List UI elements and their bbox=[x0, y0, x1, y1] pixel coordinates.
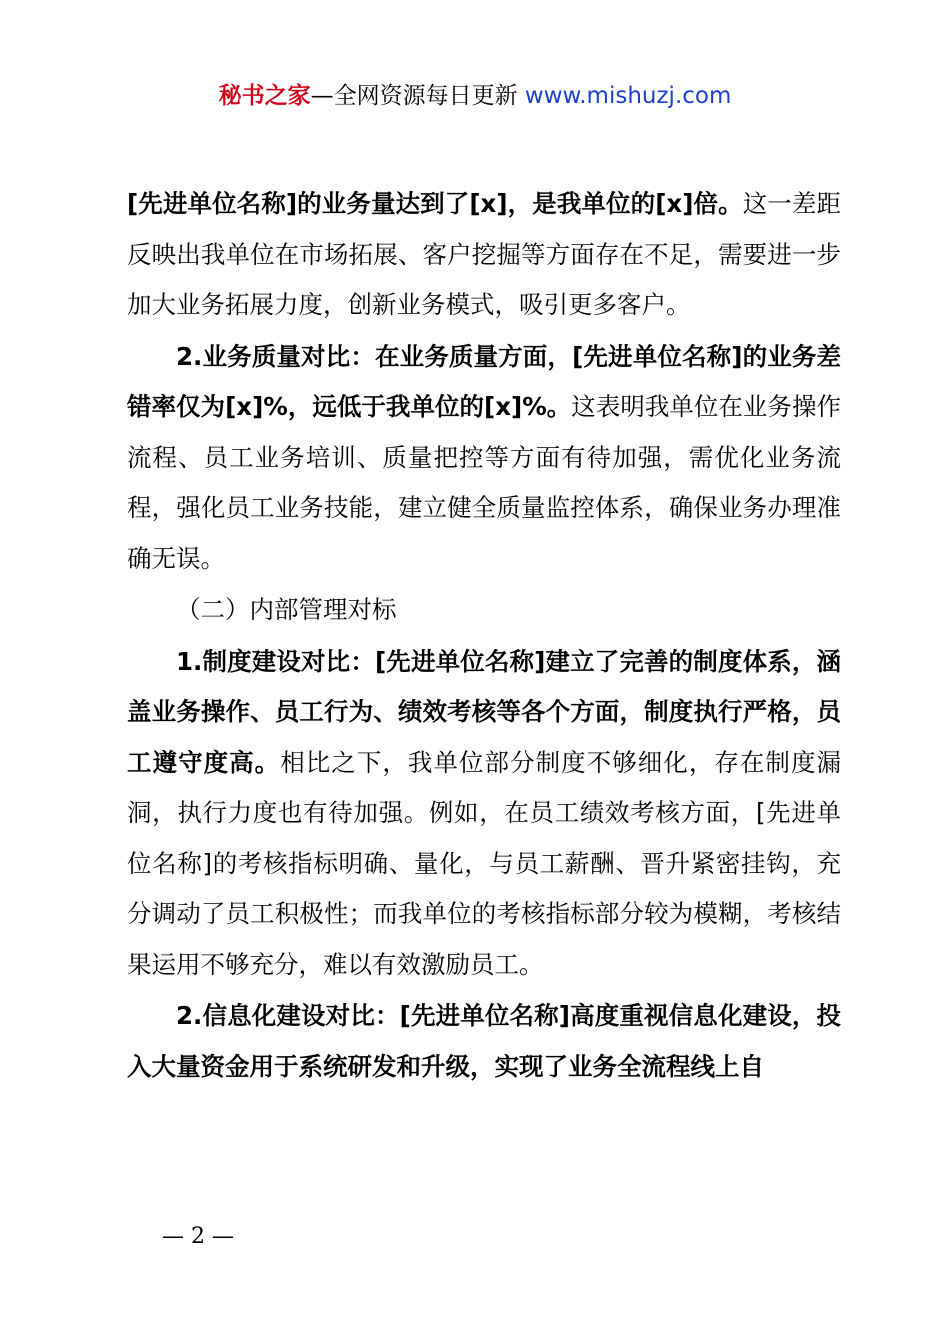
section-heading-internal-management bbox=[127, 585, 841, 636]
paragraph-text: 相比之下，我单位部分制度不够细化，存在制度漏洞，执行力度也有待加强。例如，在员工绩效考核方面，[先进单位名称]的考核指标明确、量化，与员工薪酬、晋升紧密挂钩，充分调动了员工积极性；而我单位的考核指标部分较为模糊，考核结果运用不够充分，难以有效激励员工。 bbox=[127, 747, 842, 979]
paragraph-system-construction bbox=[127, 637, 841, 991]
paragraph-bold-text: 1.制度建设对比：[先进单位名称]建立了完善的制度体系，涵盖业务操作、员工行为、绩效考核等各个方面，制度执行严格，员工遵守度高。 bbox=[127, 646, 841, 777]
paragraph-bold-text: 2.信息化建设对比：[先进单位名称]高度重视信息化建设，投入大量资金用于系统研发和升级，实现了业务全流程线上自 bbox=[127, 1001, 841, 1081]
site-tagline: —全网资源每日更新 bbox=[310, 83, 518, 109]
document-body bbox=[127, 179, 841, 1092]
paragraph-text: 这表明我单位在业务操作流程、员工业务培训、质量把控等方面有待加强，需优化业务流程，强化员工业务技能，建立健全质量监控体系，确保业务办理准确无误。 bbox=[127, 392, 841, 573]
paragraph-business-volume bbox=[127, 179, 841, 331]
paragraph-bold-text: [先进单位名称]的业务量达到了[x]，是我单位的[x]倍。 bbox=[127, 189, 743, 218]
page-number: — 2 — bbox=[162, 1224, 234, 1249]
site-url-link[interactable]: www.mishuzj.com bbox=[524, 83, 732, 109]
paragraph-informatization bbox=[127, 991, 841, 1092]
site-header bbox=[0, 80, 950, 112]
paragraph-bold-text: 2.业务质量对比：在业务质量方面，[先进单位名称]的业务差错率仅为[x]%，远低于我单位的[x]%。 bbox=[127, 341, 841, 421]
paragraph-text: 这一差距反映出我单位在市场拓展、客户挖掘等方面存在不足，需要进一步加大业务拓展力度，创新业务模式，吸引更多客户。 bbox=[127, 189, 841, 319]
site-name: 秘书之家 bbox=[218, 83, 311, 109]
section-heading-text: （二）内部管理对标 bbox=[176, 595, 397, 624]
paragraph-business-quality bbox=[127, 332, 841, 585]
